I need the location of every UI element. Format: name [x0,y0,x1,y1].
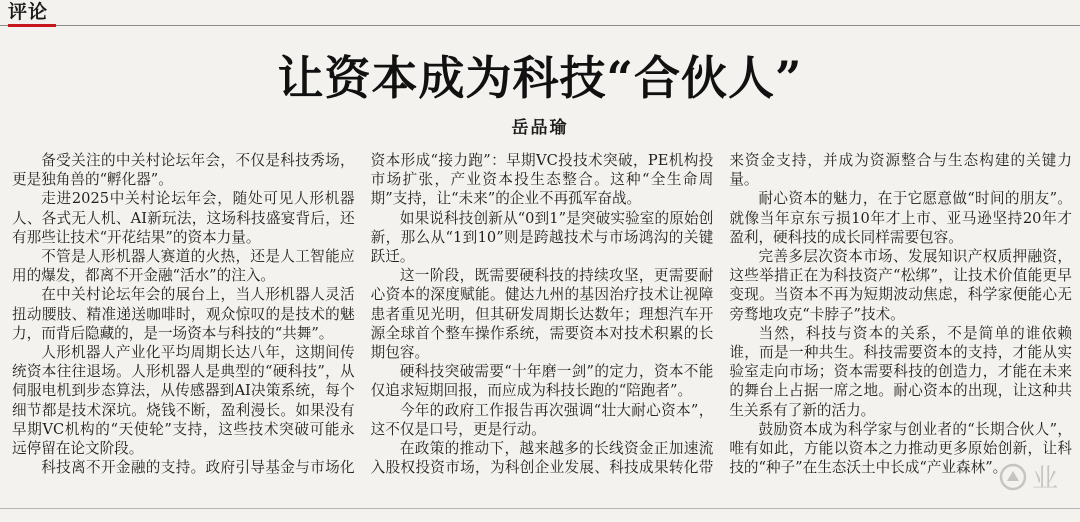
article-paragraph: 当然，科技与资本的关系，不是简单的谁依赖谁，而是一种共生。科技需要资本的支持，才能从实验室走向市场；资本需要科技的创造力，才能在未来的舞台上占据一席之地。耐心资本的出现，让这种共生关系有了新的活力。 [729,324,1072,419]
article-paragraph: 如果说科技创新从“0到1”是突破实验室的原始创新，那么从“1到10”则是跨越技术与市场鸿沟的关键跃迁。 [370,209,714,266]
article-paragraph: 备受关注的中关村论坛年会，不仅是科技秀场，更是独角兽的“孵化器”。 [12,152,355,189]
article-title: 让资本成为科技“合伙人” [277,51,803,105]
watermark-text: 业 [1031,464,1058,494]
header-rule [0,25,1080,26]
article-paragraph: 完善多层次资本市场、发展知识产权质押融资，这些举措正在为科技资产“松绑”，让技术价值能更早变现。当资本不再为短期波动焦虑，科学家便能心无旁骛地攻克“卡脖子”技术。 [729,248,1072,323]
article-paragraph: 走进2025中关村论坛年会，随处可见人形机器人、各式无人机、AI新玩法，这场科技盛宴背后，还有那些让技术“开花结果”的资本力量。 [12,190,355,246]
section-label: 评论 [8,1,49,23]
article-paragraph: 在中关村论坛年会的展台上，当人形机器人灵活扭动腰肢、精准递送咖啡时，观众惊叹的是技术的魅力，而背后隐藏的，是一场资本与科技的“共舞”。 [12,286,355,342]
article-paragraph: 硬科技突破需要“十年磨一剑”的定力，资本不能仅追求短期回报，而应成为科技长跑的“陪跑者”。 [370,363,714,400]
article-paragraph: 今年的政府工作报告再次强调“壮大耐心资本”，这不仅是口号，更是行动。 [370,401,714,438]
article-paragraph: 在政策的推动下，越来越多的长线资金正加速流入股权投资市场，为科创企业发展、科技成果转化带来资金支持，并成为资源整合与生态构建的关键力量。 [370,152,1072,477]
article-paragraph: 鼓励资本成为科学家与创业者的“长期合伙人”，唯有如此，方能以资本之力推动更多原始创新，让科技的“种子”在生态沃土中长成“产业森林”。 [729,420,1072,477]
header-accent-bar [8,24,56,27]
footer-rule [0,508,1080,509]
article-paragraph: 耐心资本的魅力，在于它愿意做“时间的朋友”。就像当年京东亏损10年才上市、亚马逊坚持20年才盈利，硬科技的成长同样需要包容。 [729,190,1072,246]
article-paragraph: 人形机器人产业化平均周期长达八年，这期间传统资本往往退场。人形机器人是典型的“硬科技”，从伺服电机到步态算法，从传感器到AI决策系统，每个细节都是技术深坑。烧钱不断，盈利漫长。如果没有早期VC机构的“天使轮”支持，这些技术突破可能永远停留在论文阶段。 [12,344,355,458]
article-paragraph: 这一阶段，既需要硬科技的持续攻坚，更需要耐心资本的深度赋能。健达九州的基因治疗技术让视障患者重见光明，但其研发周期长达数年；理想汽车开源全球首个整车操作系统，需要资本对技术积累的长期包容。 [370,267,714,362]
article-paragraph: 科技离不开金融的支持。政府引导基金与市场化资本形成“接力跑”：早期VC投技术突破，PE机构投市场扩张，产业资本投生态整合。这种“全生命周期”支持，让“未来”的企业不再孤军奋战。 [41,152,714,477]
article-paragraph: 不管是人形机器人赛道的火热，还是人工智能应用的爆发，都离不开金融“活水”的注入。 [12,248,355,285]
article-author: 岳品瑜 [511,118,569,138]
article-body [12,151,1072,477]
